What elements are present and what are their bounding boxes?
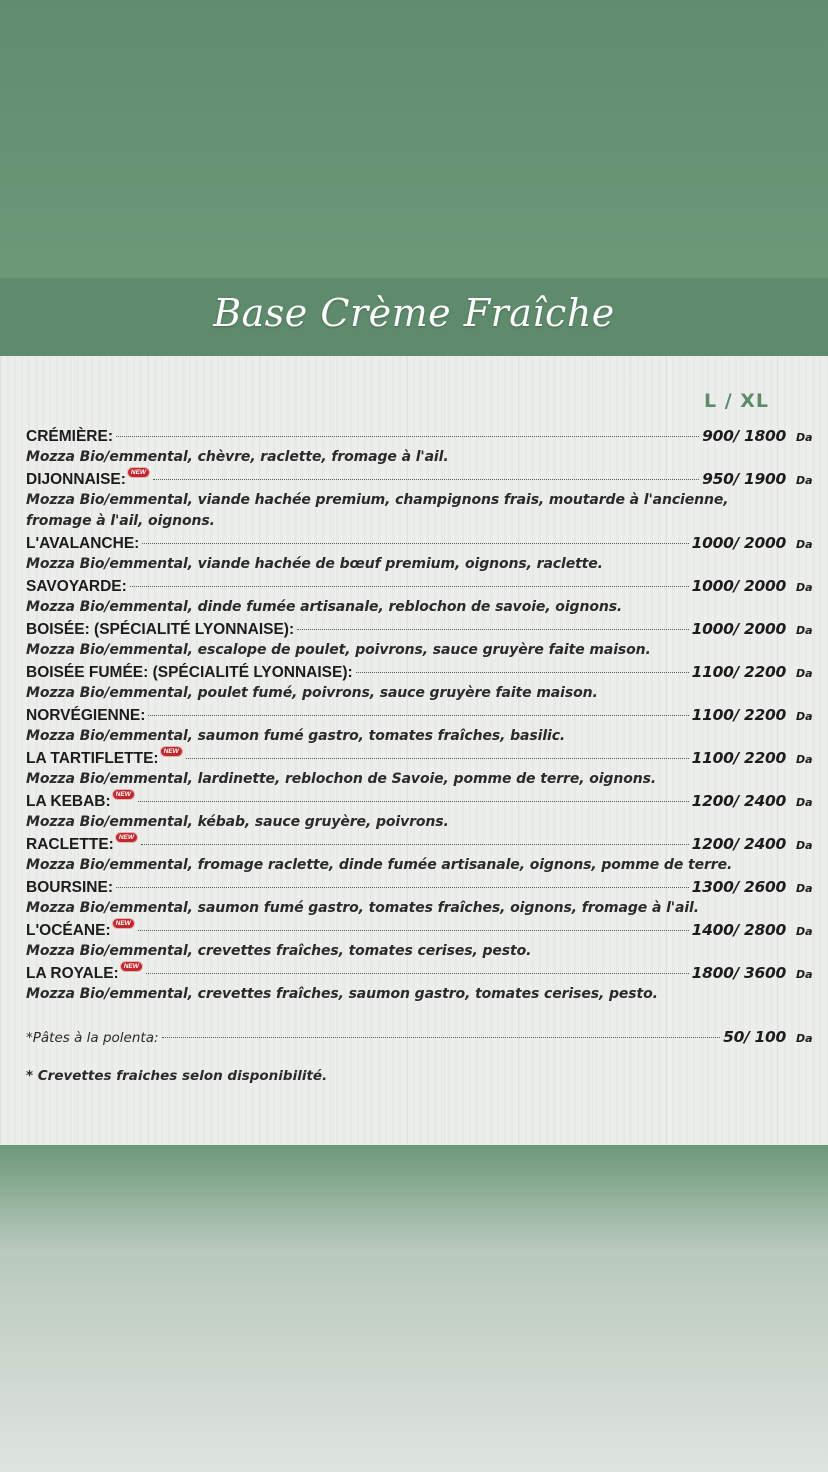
menu-item-name (26, 619, 294, 641)
currency-label: Da (796, 925, 813, 938)
menu-item-price: 1800/ 3600 (691, 964, 786, 982)
menu-item (26, 425, 814, 468)
menu-item-description: Mozza Bio/emmental, viande hachée de bœuf premium, oignons, raclette. (26, 556, 603, 572)
menu-item-description: Mozza Bio/emmental, escalope de poulet, poivrons, sauce gruyère faite maison. (26, 642, 651, 658)
extra-price: 50/ 100 (723, 1028, 786, 1046)
currency-label: Da (796, 474, 813, 487)
dot-leader (141, 844, 689, 845)
dot-leader (116, 436, 699, 437)
menu-item-row (26, 876, 814, 898)
menu-item-row (26, 962, 814, 984)
menu-item-description: Mozza Bio/emmental, lardinette, reblochon de Savoie, pomme de terre, oignons. (26, 771, 657, 787)
currency-label: Da (796, 1032, 813, 1045)
new-badge: NEW (127, 467, 150, 478)
new-badge: NEW (112, 789, 135, 800)
menu-item-row (26, 833, 814, 855)
menu-item-price: 950/ 1900 (702, 470, 786, 488)
currency-label: Da (796, 882, 813, 895)
menu-item-price: 1200/ 2400 (691, 792, 786, 810)
dot-leader (142, 543, 688, 544)
dot-leader (162, 1037, 721, 1038)
dot-leader (356, 672, 689, 673)
menu-item-name-text: RACLETTE: (26, 836, 114, 853)
menu-item (26, 747, 814, 790)
menu-item-name-text: CRÉMIÈRE: (26, 428, 113, 445)
currency-label: Da (796, 581, 813, 594)
menu-item-name (26, 748, 183, 770)
menu-item (26, 618, 814, 661)
menu-item-description: Mozza Bio/emmental, crevettes fraîches, tomates cerises, pesto. (26, 943, 532, 959)
menu-item-name (26, 533, 139, 555)
menu-item-description: Mozza Bio/emmental, saumon fumé gastro, tomates fraîches, oignons, fromage à l'ail. (26, 900, 699, 916)
menu-item-name (26, 469, 150, 491)
menu-item-name-text: SAVOYARDE: (26, 578, 127, 595)
menu-item-price: 1200/ 2400 (691, 835, 786, 853)
new-badge: NEW (112, 918, 135, 929)
menu-item-price: 1000/ 2000 (691, 534, 786, 552)
menu-item-name (26, 920, 135, 942)
menu-item-price: 1000/ 2000 (691, 577, 786, 595)
menu-item-name (26, 426, 113, 448)
menu-item-name (26, 877, 113, 899)
menu-item-name (26, 705, 145, 727)
menu-item (26, 876, 814, 919)
menu-item-description: Mozza Bio/emmental, saumon fumé gastro, tomates fraîches, basilic. (26, 728, 566, 744)
menu-items (26, 425, 814, 1005)
currency-label: Da (796, 839, 813, 852)
menu-item (26, 468, 814, 532)
extra-row (26, 1026, 814, 1048)
menu-item-name-text: LA ROYALE: (26, 965, 119, 982)
dot-leader (297, 629, 689, 630)
currency-label: Da (796, 667, 813, 680)
currency-label: Da (796, 538, 813, 551)
menu-item-price: 1000/ 2000 (691, 620, 786, 638)
footnote: * Crevettes fraiches selon disponibilité. (26, 1068, 328, 1084)
currency-label: Da (796, 753, 813, 766)
currency-label: Da (796, 796, 813, 809)
dot-leader (130, 586, 689, 587)
dot-leader (138, 930, 689, 931)
dot-leader (138, 801, 689, 802)
new-badge: NEW (115, 832, 138, 843)
dot-leader (146, 973, 689, 974)
menu-list (26, 425, 814, 1084)
currency-label: Da (796, 710, 813, 723)
menu-item-name (26, 791, 135, 813)
menu-item-name-text: LA KEBAB: (26, 793, 111, 810)
menu-item-row (26, 704, 814, 726)
menu-item-row (26, 747, 814, 769)
menu-item-name-text: BOISÉE: (SPÉCIALITÉ LYONNAISE): (26, 621, 295, 638)
menu-item-description: Mozza Bio/emmental, poulet fumé, poivrons, sauce gruyère faite maison. (26, 685, 598, 701)
menu-item-description: Mozza Bio/emmental, viande hachée premium, champignons frais, moutarde à l'ancienne, fromage à l'ail, oignons. (26, 492, 729, 529)
menu-item (26, 661, 814, 704)
menu-item-name (26, 834, 138, 856)
menu-item-description: Mozza Bio/emmental, dinde fumée artisanale, reblochon de savoie, oignons. (26, 599, 623, 615)
menu-item-price: 1100/ 2200 (691, 749, 786, 767)
menu-item-row (26, 425, 814, 447)
dot-leader (116, 887, 689, 888)
menu-item-price: 1300/ 2600 (691, 878, 786, 896)
menu-item-price: 1100/ 2200 (691, 663, 786, 681)
currency-label: Da (796, 968, 813, 981)
menu-item (26, 575, 814, 618)
dot-leader (148, 715, 688, 716)
menu-item-row (26, 532, 814, 554)
currency-label: Da (796, 431, 813, 444)
menu-item-name (26, 576, 127, 598)
new-badge: NEW (120, 961, 143, 972)
menu-item-name-text: NORVÉGIENNE: (26, 707, 146, 724)
menu-item (26, 790, 814, 833)
menu-item-row (26, 575, 814, 597)
new-badge: NEW (160, 746, 183, 757)
menu-item-name (26, 963, 143, 985)
menu-item-description: Mozza Bio/emmental, fromage raclette, dinde fumée artisanale, oignons, pomme de terre. (26, 857, 733, 873)
menu-item-name-text: BOURSINE: (26, 879, 113, 896)
menu-item-name-text: BOISÉE FUMÉE: (SPÉCIALITÉ LYONNAISE): (26, 664, 353, 681)
menu-item-row (26, 661, 814, 683)
menu-item (26, 919, 814, 962)
menu-item-name-text: LA TARTIFLETTE: (26, 750, 159, 767)
currency-label: Da (796, 624, 813, 637)
dot-leader (153, 479, 699, 480)
menu-item-row (26, 618, 814, 640)
section-title: Base Crème Fraîche (213, 291, 615, 335)
menu-item-price: 1400/ 2800 (691, 921, 786, 939)
menu-item (26, 532, 814, 575)
menu-item-name (26, 662, 353, 684)
menu-item-name-text: L'AVALANCHE: (26, 535, 140, 552)
menu-item-description: Mozza Bio/emmental, chèvre, raclette, fromage à l'ail. (26, 449, 449, 465)
menu-item (26, 704, 814, 747)
menu-item (26, 962, 814, 1005)
menu-item-name-text: DIJONNAISE: (26, 471, 126, 488)
menu-item-row (26, 790, 814, 812)
menu-item-price: 900/ 1800 (702, 427, 786, 445)
size-header: L / XL (704, 390, 770, 412)
extra-label: *Pâtes à la polenta: (26, 1030, 159, 1046)
menu-item-row (26, 468, 814, 490)
menu-item-row (26, 919, 814, 941)
menu-item-name-text: L'OCÉANE: (26, 922, 111, 939)
menu-item-description: Mozza Bio/emmental, crevettes fraîches, saumon gastro, tomates cerises, pesto. (26, 986, 658, 1002)
menu-item (26, 833, 814, 876)
section-banner (0, 278, 828, 356)
dot-leader (186, 758, 689, 759)
menu-item-price: 1100/ 2200 (691, 706, 786, 724)
menu-item-description: Mozza Bio/emmental, kébab, sauce gruyère, poivrons. (26, 814, 449, 830)
